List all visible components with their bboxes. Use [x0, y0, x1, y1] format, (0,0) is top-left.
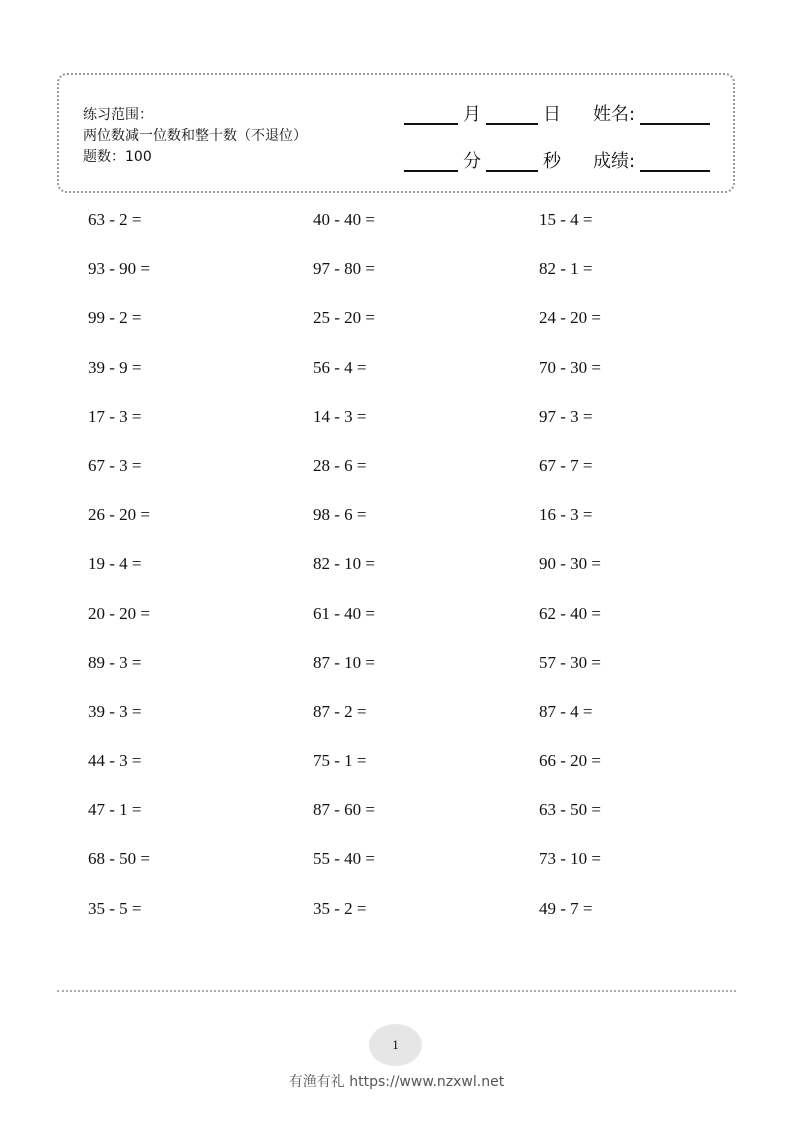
range-value: 两位数减一位数和整十数（不退位） [83, 128, 307, 144]
day-blank[interactable] [486, 122, 538, 125]
problem-row [88, 788, 708, 837]
problem-item: 39 - 9 = [88, 357, 142, 377]
problem-item: 70 - 30 = [539, 357, 601, 377]
score-label: 成绩: [593, 151, 636, 172]
problem-item: 97 - 80 = [313, 259, 375, 279]
problem-item: 63 - 50 = [539, 800, 601, 820]
second-blank[interactable] [486, 169, 538, 172]
month-label: 月 [463, 104, 481, 125]
problem-item: 82 - 1 = [539, 259, 593, 279]
problem-item: 55 - 40 = [313, 849, 375, 869]
problem-item: 40 - 40 = [313, 210, 375, 229]
dotted-divider [57, 990, 736, 992]
problem-item: 62 - 40 = [539, 603, 601, 623]
problem-item: 82 - 10 = [313, 554, 375, 574]
problem-item: 19 - 4 = [88, 554, 142, 574]
name-blank[interactable] [640, 122, 710, 125]
problem-row [88, 641, 708, 690]
problem-item: 39 - 3 = [88, 701, 142, 721]
range-label: 练习范围： [83, 107, 153, 123]
minute-label: 分 [463, 151, 481, 172]
problem-row [88, 346, 708, 395]
time-score-row [404, 144, 710, 172]
problem-item: 17 - 3 = [88, 406, 142, 426]
problem-item: 90 - 30 = [539, 554, 601, 574]
problem-item: 57 - 30 = [539, 652, 601, 672]
problem-item: 47 - 1 = [88, 800, 142, 820]
problem-item: 89 - 3 = [88, 652, 142, 672]
count-label: 题数：100 [83, 149, 152, 165]
problem-row [88, 542, 708, 591]
problem-item: 14 - 3 = [313, 406, 367, 426]
day-label: 日 [543, 104, 561, 125]
problem-item: 66 - 20 = [539, 751, 601, 771]
problem-item: 61 - 40 = [313, 603, 375, 623]
problem-item: 28 - 6 = [313, 455, 367, 475]
name-label: 姓名: [593, 104, 636, 125]
problem-item: 15 - 4 = [539, 210, 593, 229]
problem-item: 93 - 90 = [88, 259, 150, 279]
problem-item: 35 - 5 = [88, 898, 142, 918]
score-blank[interactable] [640, 169, 710, 172]
problem-item: 35 - 2 = [313, 898, 367, 918]
problem-row [88, 739, 708, 788]
problem-item: 67 - 3 = [88, 455, 142, 475]
problem-row [88, 690, 708, 739]
month-blank[interactable] [404, 122, 458, 125]
problem-item: 44 - 3 = [88, 751, 142, 771]
problem-row [88, 198, 708, 247]
problem-item: 75 - 1 = [313, 751, 367, 771]
header-box [57, 73, 735, 193]
problem-item: 16 - 3 = [539, 505, 593, 525]
problem-item: 49 - 7 = [539, 898, 593, 918]
problem-item: 56 - 4 = [313, 357, 367, 377]
problem-row [88, 395, 708, 444]
problem-item: 87 - 4 = [539, 701, 593, 721]
problem-grid [88, 198, 708, 936]
problem-row [88, 296, 708, 345]
minute-blank[interactable] [404, 169, 458, 172]
problem-item: 26 - 20 = [88, 505, 150, 525]
problem-item: 63 - 2 = [88, 210, 142, 229]
problem-item: 98 - 6 = [313, 505, 367, 525]
problem-row [88, 444, 708, 493]
problem-row [88, 592, 708, 641]
problem-item: 99 - 2 = [88, 308, 142, 328]
date-name-row [404, 97, 710, 125]
problem-item: 24 - 20 = [539, 308, 601, 328]
problem-row [88, 493, 708, 542]
problem-item: 73 - 10 = [539, 849, 601, 869]
footer-text: 有渔有礼 https://www.nzxwl.net [288, 1074, 505, 1090]
exercise-info [83, 105, 307, 168]
problem-item: 87 - 2 = [313, 701, 367, 721]
problem-item: 97 - 3 = [539, 406, 593, 426]
problem-item: 68 - 50 = [88, 849, 150, 869]
problem-item: 67 - 7 = [539, 455, 593, 475]
problem-row [88, 887, 708, 936]
student-fields [404, 97, 710, 191]
problem-item: 25 - 20 = [313, 308, 375, 328]
second-label: 秒 [543, 151, 561, 172]
problem-item: 20 - 20 = [88, 603, 150, 623]
problem-row [88, 837, 708, 886]
problem-item: 87 - 10 = [313, 652, 375, 672]
page-number: 1 [369, 1024, 422, 1066]
problem-row [88, 247, 708, 296]
problem-item: 87 - 60 = [313, 800, 375, 820]
